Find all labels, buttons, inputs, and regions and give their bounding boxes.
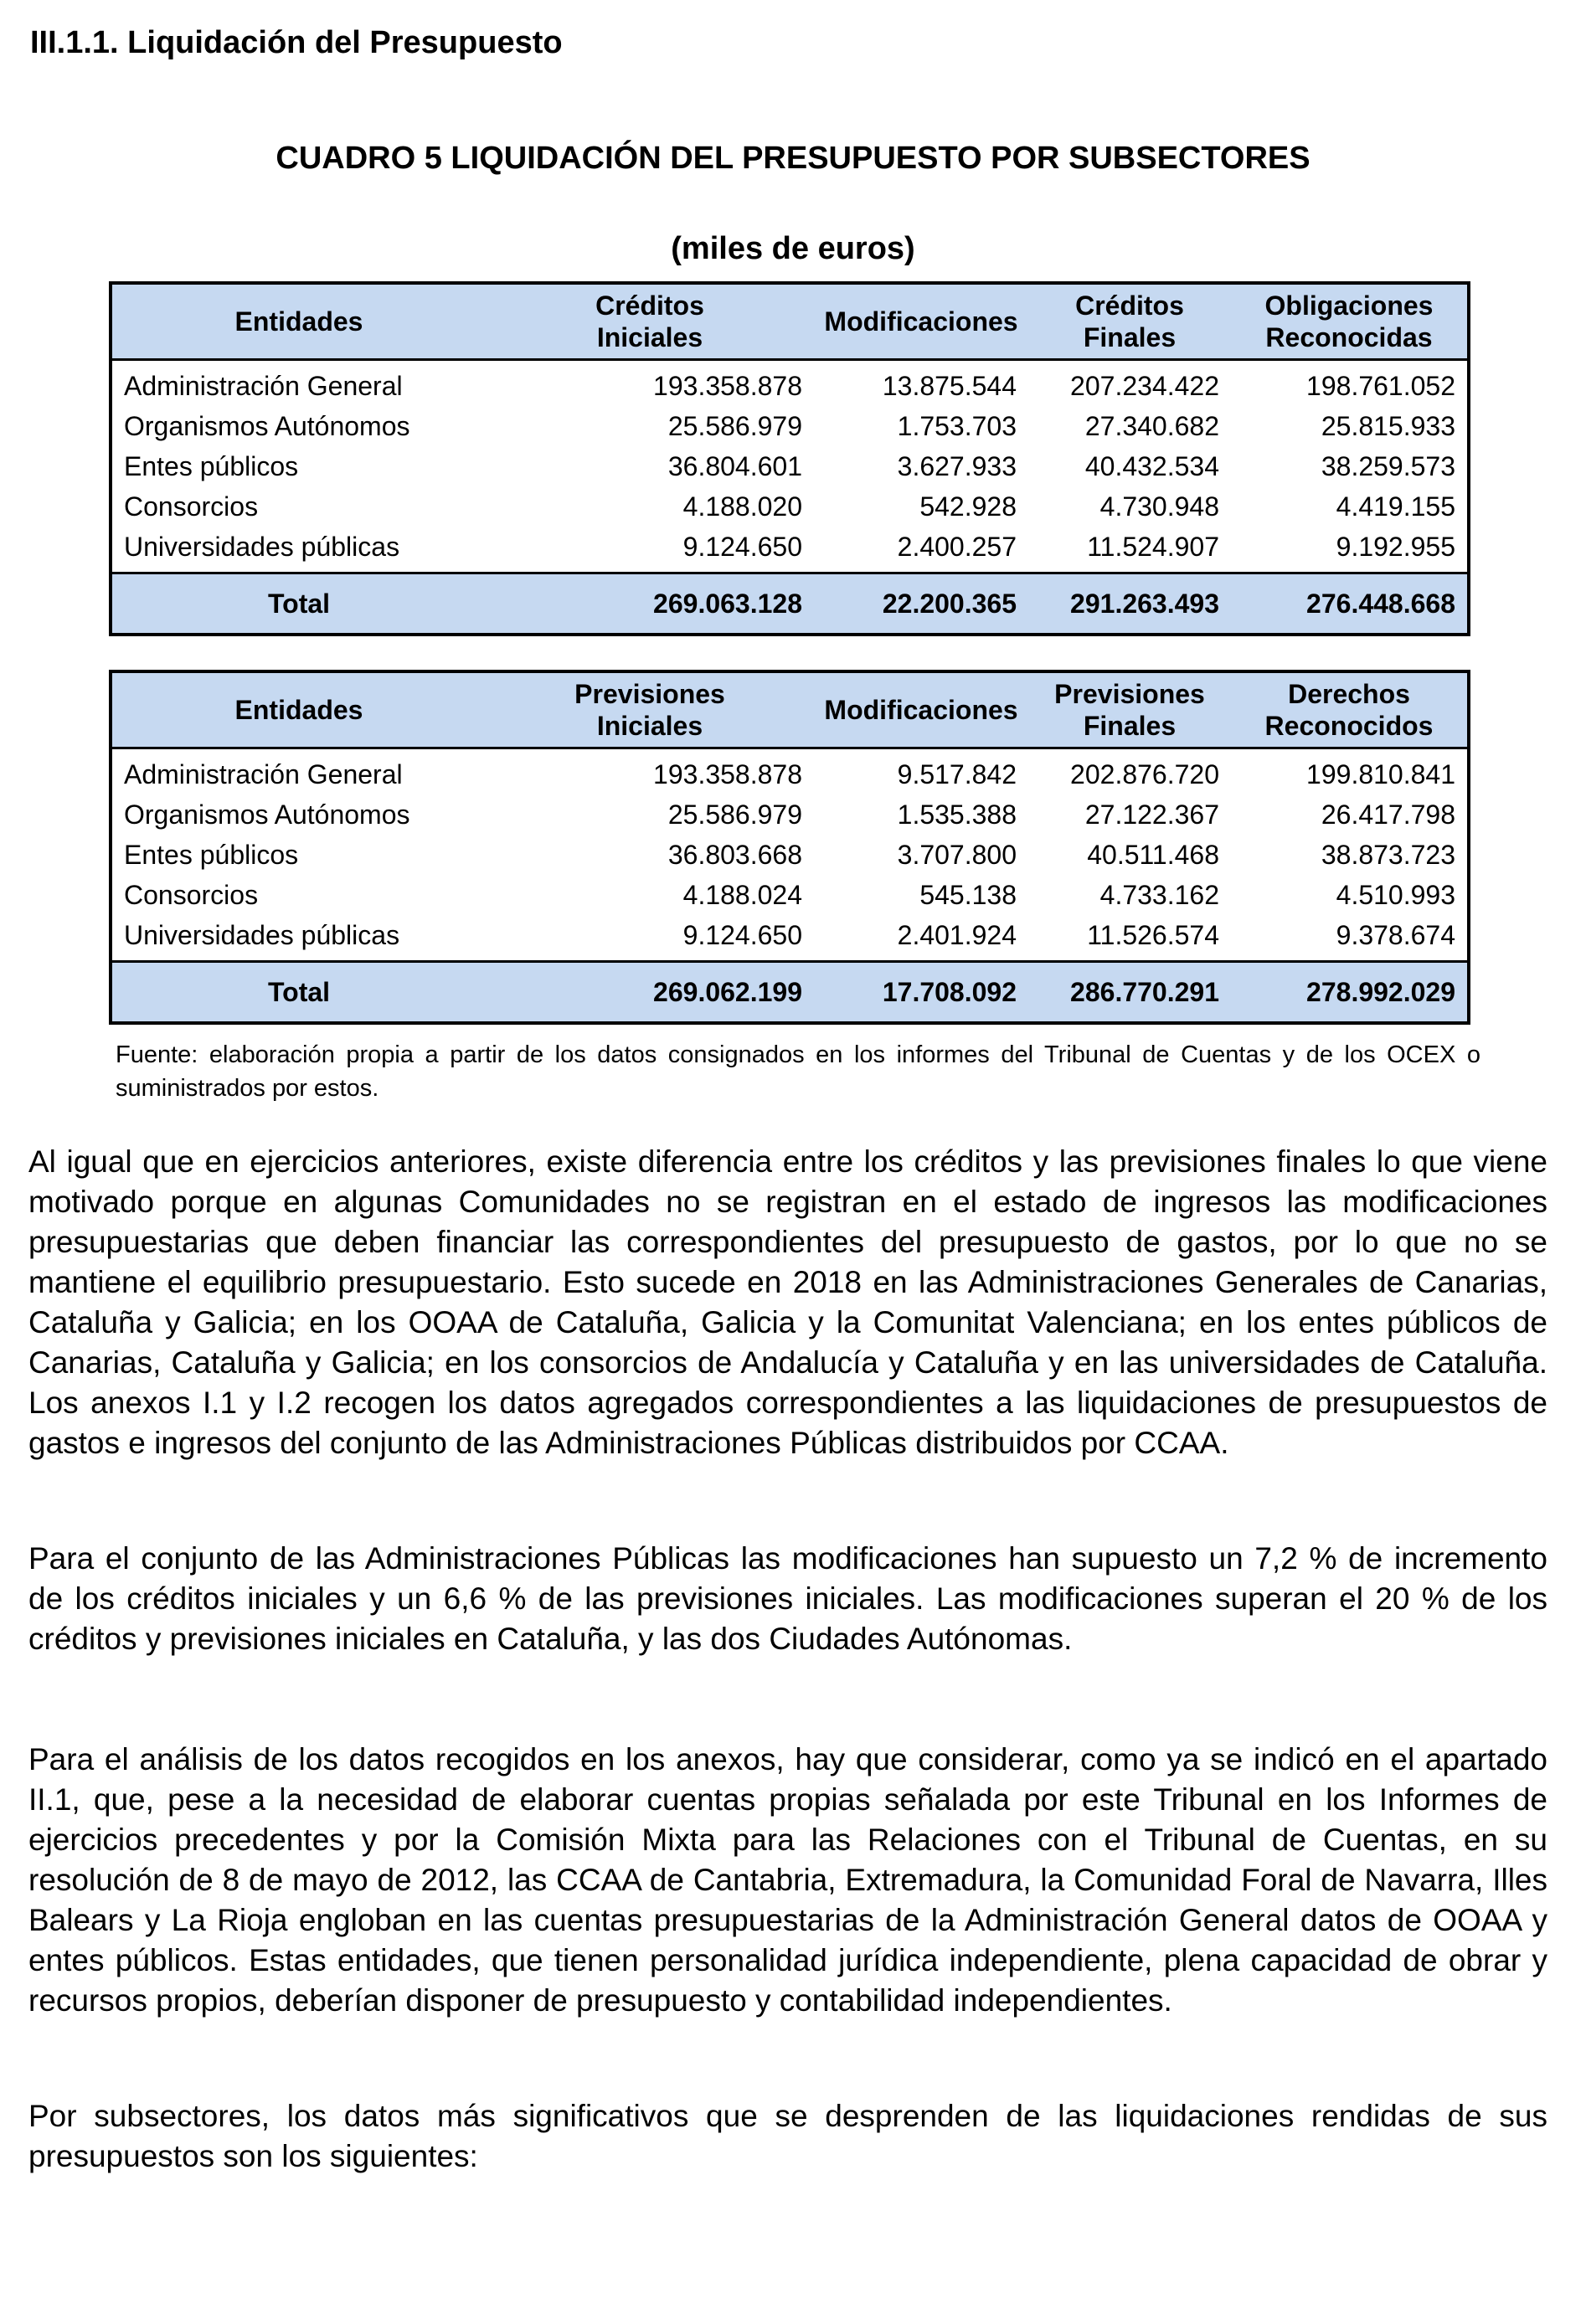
- table-row: [111, 748, 1469, 795]
- col-header-creditos-iniciales: Créditos Iniciales: [486, 283, 814, 360]
- table-cell: 4.419.155: [1336, 491, 1455, 522]
- col-header-previsiones-finales: Previsiones Finales: [1028, 671, 1231, 748]
- row-label: Consorcios: [124, 880, 259, 910]
- table-row: [111, 486, 1469, 527]
- total-label: Total: [111, 962, 486, 1024]
- table-cell: 11.526.574: [1087, 920, 1219, 950]
- row-label: Consorcios: [124, 491, 259, 522]
- table-cell: 3.627.933: [897, 451, 1017, 481]
- col-header-modificaciones: Modificaciones: [814, 671, 1028, 748]
- table-cell: 9.124.650: [682, 532, 802, 562]
- row-label: Universidades públicas: [124, 920, 400, 950]
- total-row: [111, 962, 1469, 1024]
- section-heading: III.1.1. Liquidación del Presupuesto: [30, 25, 563, 60]
- row-label: Administración General: [124, 759, 403, 789]
- table-cell: 25.586.979: [667, 411, 802, 441]
- table-caption: CUADRO 5 LIQUIDACIÓN DEL PRESUPUESTO POR SUBSECTORES: [275, 141, 1311, 176]
- table-cell: 36.804.601: [667, 451, 802, 481]
- body-paragraph: Al igual que en ejercicios anteriores, existe diferencia entre los créditos y las previsiones finales lo que viene motivado porque en algunas Comunidades no se registran en el estado de ingresos las modificaciones presupuestarias que deben financiar las correspondientes del presupuesto de gastos, por lo que no se mantiene el equilibrio presupuestario. Esto sucede en 2018 en las Administraciones Generales de Canarias, Cataluña y Galicia; en los OOAA de Cataluña, Galicia y la Comunitat Valenciana; en los entes públicos de Canarias, Cataluña y Galicia; en los consorcios de Andalucía y Cataluña y en las universidades de Cataluña. Los anexos I.1 y I.2 recogen los datos agregados correspondientes a las liquidaciones de presupuestos de gastos e ingresos del conjunto de las Administraciones Públicas distribuidos por CCAA.: [28, 1144, 1547, 1460]
- row-label: Administración General: [124, 371, 403, 401]
- col-header-previsiones-iniciales: Previsiones Iniciales: [486, 671, 814, 748]
- total-cell: 17.708.092: [814, 962, 1028, 1024]
- col-header-obligaciones-reconocidas: Obligaciones Reconocidas: [1231, 283, 1469, 360]
- col-header-modificaciones: Modificaciones: [814, 283, 1028, 360]
- table-cell: 9.378.674: [1336, 920, 1455, 950]
- table-cell: 38.873.723: [1321, 840, 1455, 870]
- col-header-entidades: Entidades: [111, 671, 486, 748]
- table-cell: 202.876.720: [1070, 759, 1219, 789]
- table-cell: 27.122.367: [1084, 800, 1219, 830]
- col-header-derechos-reconocidos: Derechos Reconocidos: [1231, 671, 1469, 748]
- table-cell: 1.753.703: [897, 411, 1017, 441]
- row-label: Organismos Autónomos: [124, 411, 410, 441]
- total-cell: 286.770.291: [1028, 962, 1231, 1024]
- body-paragraph: Para el conjunto de las Administraciones Públicas las modificaciones han supuesto un 7,2 % de incremento de los créditos iniciales y un 6,6 % de las previsiones iniciales. Las modificaciones superan el 20 % de los créditos y previsiones iniciales en Cataluña, y las dos Ciudades Autónomas.: [28, 1541, 1547, 1656]
- table-cell: 9.517.842: [897, 759, 1017, 789]
- table-cell: 193.358.878: [653, 371, 802, 401]
- total-label: Total: [111, 573, 486, 635]
- table-cell: 40.511.468: [1087, 840, 1219, 870]
- table-row: [111, 835, 1469, 875]
- table-cell: 9.192.955: [1336, 532, 1455, 562]
- units-label: (miles de euros): [671, 231, 915, 266]
- row-label: Entes públicos: [124, 840, 299, 870]
- table-cell: 13.875.544: [882, 371, 1017, 401]
- total-cell: 278.992.029: [1231, 962, 1469, 1024]
- table-row: [111, 875, 1469, 915]
- table-row: [111, 406, 1469, 446]
- revenue-table: [109, 670, 1470, 1025]
- table-cell: 9.124.650: [682, 920, 802, 950]
- table-row: [111, 527, 1469, 573]
- row-label: Entes públicos: [124, 451, 299, 481]
- table-cell: 2.400.257: [897, 532, 1017, 562]
- header-row: [111, 283, 1469, 360]
- col-header-entidades: Entidades: [111, 283, 486, 360]
- table-cell: 27.340.682: [1084, 411, 1219, 441]
- table-cell: 545.138: [919, 880, 1017, 910]
- total-cell: 276.448.668: [1231, 573, 1469, 635]
- table-cell: 2.401.924: [897, 920, 1017, 950]
- table-cell: 4.733.162: [1099, 880, 1219, 910]
- table-row: [111, 360, 1469, 407]
- table-cell: 40.432.534: [1084, 451, 1219, 481]
- expenditure-table: [109, 281, 1470, 636]
- table-cell: 542.928: [919, 491, 1017, 522]
- row-label: Organismos Autónomos: [124, 800, 410, 830]
- total-cell: 22.200.365: [814, 573, 1028, 635]
- body-paragraph: Por subsectores, los datos más significativos que se desprenden de las liquidaciones rendidas de sus presupuestos son los siguientes:: [28, 2099, 1547, 2173]
- col-header-creditos-finales: Créditos Finales: [1028, 283, 1231, 360]
- table-cell: 11.524.907: [1087, 532, 1219, 562]
- table-cell: 4.188.020: [682, 491, 802, 522]
- header-row: [111, 671, 1469, 748]
- table-cell: 3.707.800: [897, 840, 1017, 870]
- total-cell: 291.263.493: [1028, 573, 1231, 635]
- table-cell: 25.586.979: [667, 800, 802, 830]
- total-cell: 269.062.199: [486, 962, 814, 1024]
- table-cell: 26.417.798: [1321, 800, 1455, 830]
- row-label: Universidades públicas: [124, 532, 400, 562]
- table-cell: 4.510.993: [1336, 880, 1455, 910]
- table-cell: 36.803.668: [667, 840, 802, 870]
- total-cell: 269.063.128: [486, 573, 814, 635]
- table-cell: 38.259.573: [1321, 451, 1455, 481]
- table-cell: 4.188.024: [682, 880, 802, 910]
- table-cell: 193.358.878: [653, 759, 802, 789]
- table-cell: 198.761.052: [1306, 371, 1455, 401]
- source-note: Fuente: elaboración propia a partir de los datos consignados en los informes del Tribunal de Cuentas y de los OCEX o suministrados por estos.: [116, 1041, 1480, 1102]
- total-row: [111, 573, 1469, 635]
- body-paragraph: Para el análisis de los datos recogidos en los anexos, hay que considerar, como ya se indicó en el apartado II.1, que, pese a la necesidad de elaborar cuentas propias señalada por este Tribunal en los Informes de ejercicios precedentes y por la Comisión Mixta para las Relaciones con el Tribunal de Cuentas, en su resolución de 8 de mayo de 2012, las CCAA de Cantabria, Extremadura, la Comunidad Foral de Navarra, Illes Balears y La Rioja engloban en las cuentas presupuestarias de la Administración General datos de OOAA y entes públicos. Estas entidades, que tienen personalidad jurídica independiente, plena capacidad de obrar y recursos propios, deberían disponer de presupuesto y contabilidad independientes.: [28, 1742, 1547, 2018]
- table-row: [111, 794, 1469, 835]
- table-cell: 207.234.422: [1070, 371, 1219, 401]
- table-cell: 25.815.933: [1321, 411, 1455, 441]
- table-row: [111, 915, 1469, 962]
- table-row: [111, 446, 1469, 486]
- table-cell: 1.535.388: [897, 800, 1017, 830]
- table-cell: 4.730.948: [1099, 491, 1219, 522]
- table-cell: 199.810.841: [1306, 759, 1455, 789]
